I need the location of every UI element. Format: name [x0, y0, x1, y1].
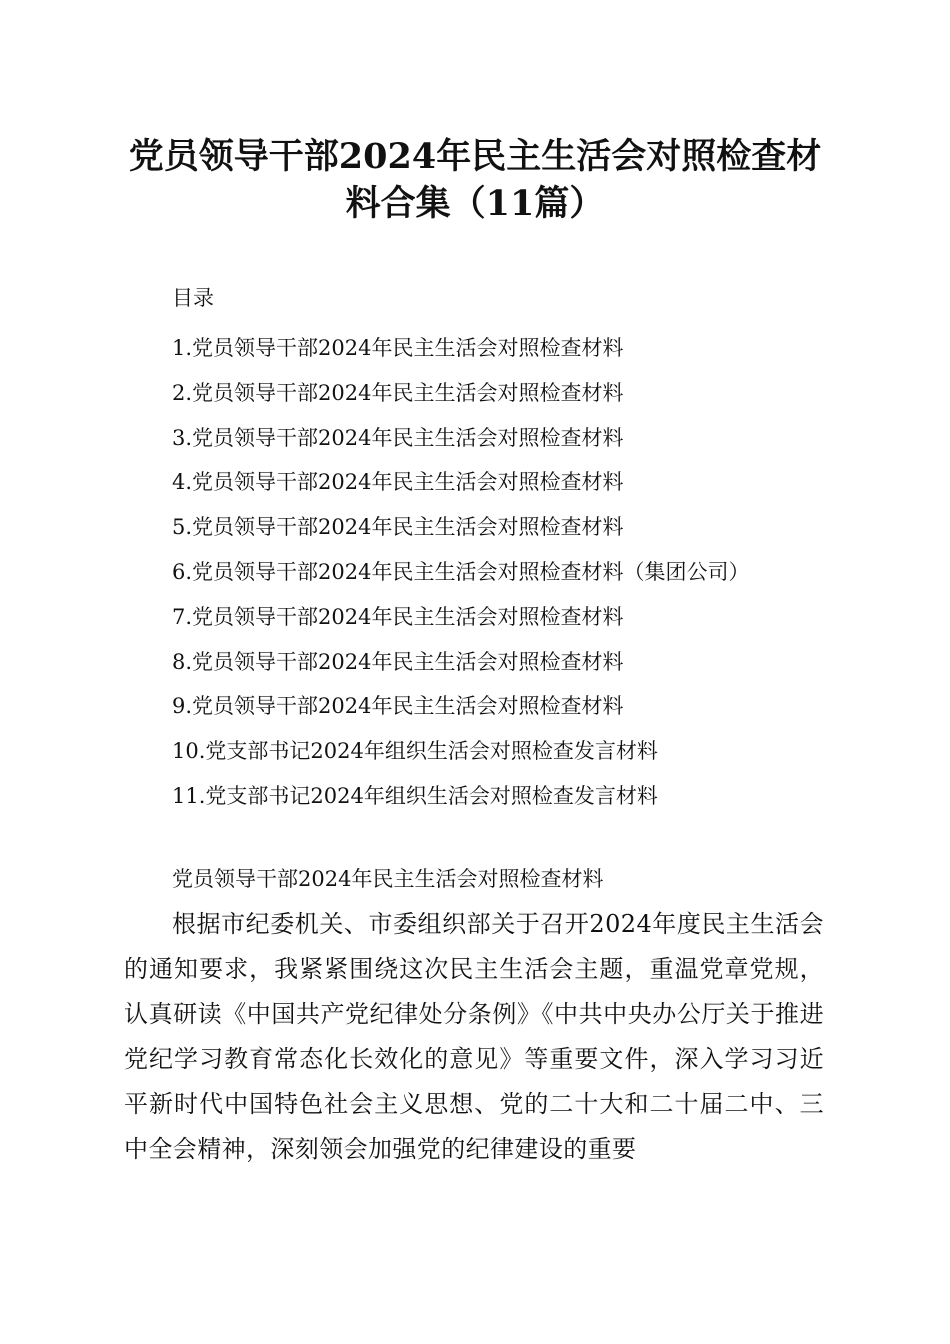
toc-item: 10.党支部书记2024年组织生活会对照检查发言材料: [172, 739, 658, 764]
toc-item: 2.党员领导干部2024年民主生活会对照检查材料: [172, 380, 624, 405]
toc-heading: 目录: [172, 286, 214, 310]
toc-item: 8.党员领导干部2024年民主生活会对照检查材料: [172, 649, 624, 674]
toc-item: 6.党员领导干部2024年民主生活会对照检查材料（集团公司）: [172, 559, 750, 584]
toc-item: 9.党员领导干部2024年民主生活会对照检查材料: [172, 694, 624, 719]
toc-item: 5.党员领导干部2024年民主生活会对照检查材料: [172, 515, 624, 540]
toc-item: 7.党员领导干部2024年民主生活会对照检查材料: [172, 604, 624, 629]
body-paragraph: 根据市纪委机关、市委组织部关于召开2024年度民主生活会的通知要求，我紧紧围绕这次民主生活会主题，重温党章党规，认真研读《中国共产党纪律处分条例》《中共中央办公厅关于推进党纪学习教育常态化长效化的意见》等重要文件，深入学习习近平新时代中国特色社会主义思想、党的二十大和二十届二中、三中全会精神，深刻领会加强党的纪律建设的重要: [124, 910, 824, 1163]
document-title: [110, 133, 840, 227]
toc-item: 3.党员领导干部2024年民主生活会对照检查材料: [172, 425, 624, 450]
section-title: 党员领导干部2024年民主生活会对照检查材料: [172, 867, 604, 891]
toc-item: 11.党支部书记2024年组织生活会对照检查发言材料: [172, 783, 658, 808]
table-of-contents: [124, 326, 829, 819]
document-title-line-1: 党员领导干部2024年民主生活会对照检查材: [128, 136, 822, 177]
toc-item: 4.党员领导干部2024年民主生活会对照检查材料: [172, 470, 624, 495]
document-title-line-2: 料合集（11篇）: [345, 183, 605, 224]
toc-item: 1.党员领导干部2024年民主生活会对照检查材料: [172, 336, 624, 360]
